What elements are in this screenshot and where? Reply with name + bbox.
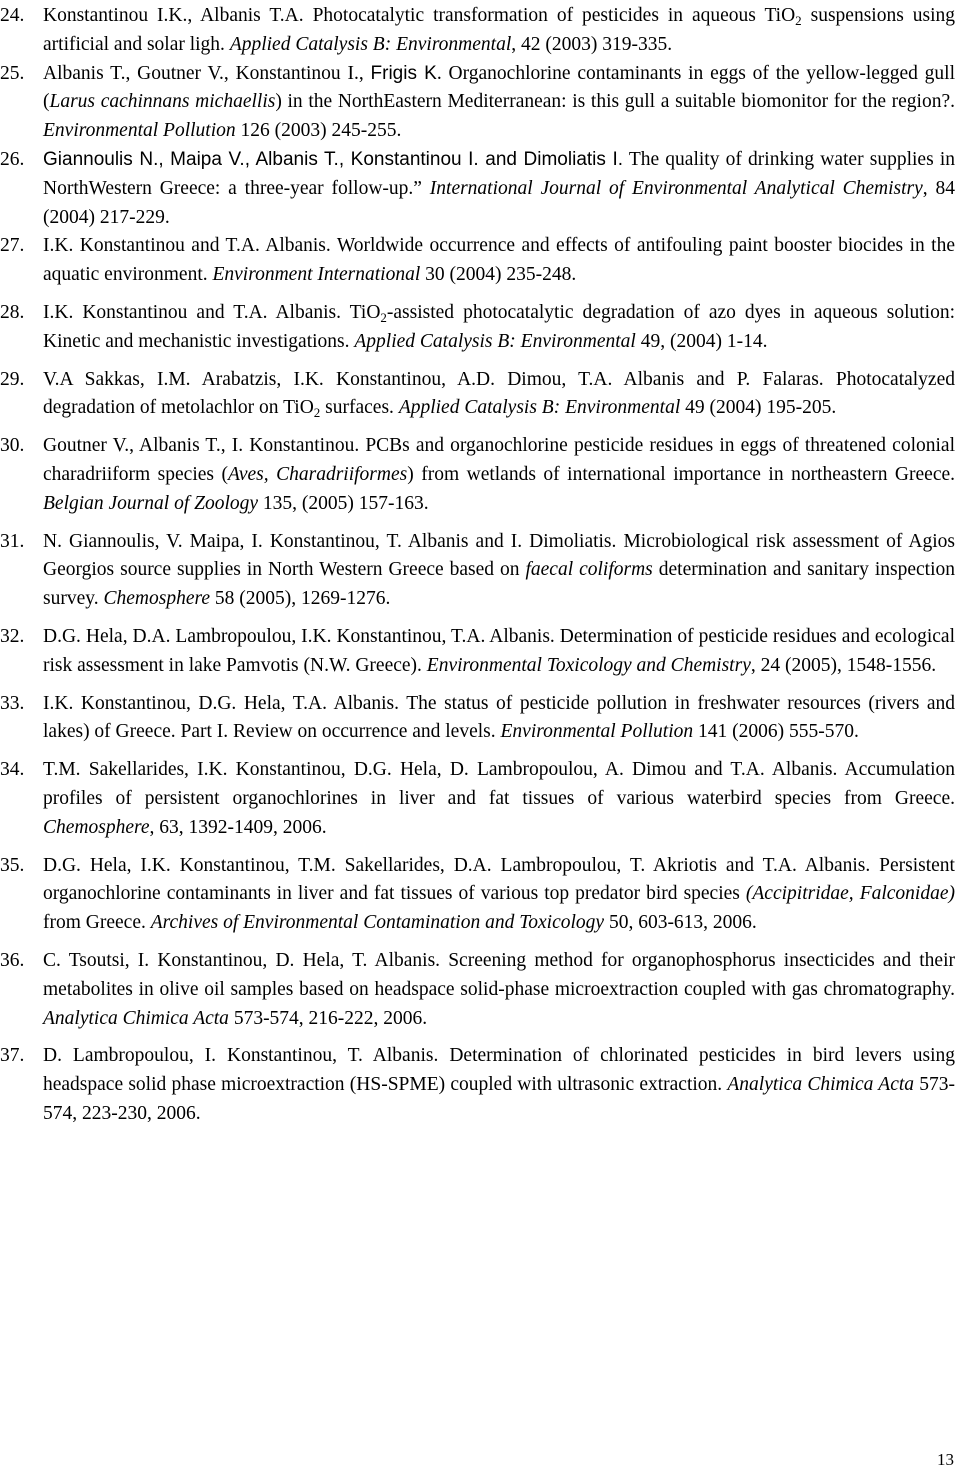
reference-journal: Applied Catalysis B: Environmental xyxy=(354,330,636,352)
reference-authors: V.A Sakkas, I.M. Arabatzis, I.K. Konstantinou, A.D. Dimou, T.A. Albanis and P. Falaras. xyxy=(43,368,824,390)
reference-number: 37. xyxy=(0,1045,25,1067)
reference-journal: Environmental Toxicology and Chemistry xyxy=(426,654,751,676)
subscript: 2 xyxy=(795,13,802,28)
reference-26 xyxy=(0,146,955,232)
reference-authors: T.M. Sakellarides, I.K. Konstantinou, D.G. Hela, D. Lambropoulou, A. Dimou and T.A. Albanis. xyxy=(43,759,838,781)
reference-authors: Albanis T., Goutner V., Konstantinou I., xyxy=(43,62,371,84)
reference-number: 35. xyxy=(0,854,25,876)
reference-title: . Organochlorine contaminants in eggs of the yellow-legged gull ( xyxy=(43,62,955,113)
reference-number: 36. xyxy=(0,949,25,971)
reference-title: PCBs and organochlorine pesticide residues in eggs of threatened colonial charadriiform species ( xyxy=(43,435,955,485)
reference-title-cont: ) in the NorthEastern Mediterranean: is this gull a suitable biomonitor for the region?. xyxy=(275,91,955,113)
reference-35 xyxy=(0,852,955,938)
reference-number: 25. xyxy=(0,62,25,84)
reference-title: Microbiological risk assessment of Agios Georgios source supplies in North Western Greece based on xyxy=(43,530,955,581)
reference-36 xyxy=(0,947,955,1033)
reference-authors: D.G. Hela, D.A. Lambropoulou, I.K. Konstantinou, T.A. Albanis. xyxy=(43,625,555,647)
reference-authors: I.K. Konstantinou and T.A. Albanis. xyxy=(43,301,342,323)
reference-list xyxy=(0,2,955,1138)
page-number: 13 xyxy=(937,1450,954,1469)
reference-journal: International Journal of Environmental Analytical Chemistry xyxy=(429,177,923,199)
reference-title: Determination of chlorinated pesticides in bird levers using headspace solid phase microextraction (HS-SPME) coupled with ultrasonic extraction. xyxy=(43,1045,955,1096)
reference-journal: Analytica Chimica Acta xyxy=(727,1074,915,1096)
reference-37 xyxy=(0,1042,955,1128)
reference-30 xyxy=(0,432,955,518)
reference-details: 49, (2004) 1-14. xyxy=(635,330,768,352)
reference-number: 26. xyxy=(0,148,25,170)
reference-title: Worldwide occurrence and effects of antifouling paint booster biocides in the aquatic environment. xyxy=(43,235,956,286)
reference-details: , 84 (2004) 217-229. xyxy=(43,177,956,228)
reference-journal: Belgian Journal of Zoology xyxy=(43,492,259,514)
reference-authors: I.K. Konstantinou and T.A. Albanis. xyxy=(43,235,331,257)
reference-details: 141 (2006) 555-570. xyxy=(693,721,859,743)
reference-journal: Environment International xyxy=(212,264,421,286)
reference-journal: Chemosphere xyxy=(43,816,150,838)
reference-number: 31. xyxy=(0,530,25,552)
reference-29 xyxy=(0,366,955,424)
reference-33 xyxy=(0,690,955,748)
reference-authors: D.G. Hela, I.K. Konstantinou, T.M. Sakellarides, D.A. Lambropoulou, T. Akriotis and T.A. Albanis. xyxy=(43,854,871,876)
reference-title-cont: determination and sanitary inspection survey. xyxy=(43,559,955,610)
reference-title: TiO xyxy=(341,301,381,323)
reference-authors: Konstantinou I.K., Albanis T.A. Photocatalytic transformation of pesticides in aqueous TiO xyxy=(43,5,796,26)
reference-journal: Applied Catalysis B: Environmental xyxy=(398,397,681,419)
reference-number: 34. xyxy=(0,759,25,781)
reference-details: 126 (2003) 245-255. xyxy=(235,120,402,142)
subscript: 2 xyxy=(380,309,387,325)
reference-title-cont: from Greece. xyxy=(43,912,151,934)
reference-27 xyxy=(0,232,955,290)
reference-details: , 42 (2003) 319-335. xyxy=(511,33,673,55)
reference-24 xyxy=(0,2,955,60)
reference-title: Photocatalyzed degradation of metolachlor on TiO xyxy=(43,368,955,419)
reference-number: 28. xyxy=(0,301,25,323)
reference-details: 135, (2005) 157-163. xyxy=(258,492,429,514)
reference-32 xyxy=(0,623,955,681)
reference-details: 50, 603-613, 2006. xyxy=(604,912,757,934)
reference-title: The status of pesticide pollution in freshwater resources (rivers and lakes) of Greece. Part I. Review on occurrence and levels. xyxy=(43,692,955,743)
reference-authors: N. Giannoulis, V. Maipa, I. Konstantinou, T. Albanis and I. Dimoliatis. xyxy=(43,530,617,552)
reference-authors: Goutner V., Albanis T., I. Konstantinou. xyxy=(43,435,360,457)
reference-title-cont: ) from wetlands of international importance in northeastern Greece. xyxy=(407,463,956,485)
reference-author-frigis: Frigis K xyxy=(370,62,437,84)
subscript: 2 xyxy=(313,405,321,421)
reference-title: Screening method for organophosphorus insecticides and their metabolites in olive oil samples based on headspace solid-phase microextraction coupled with gas chromatography. xyxy=(43,949,955,1000)
reference-authors: C. Tsoutsi, I. Konstantinou, D. Hela, T. Albanis. xyxy=(43,949,441,971)
reference-journal: Applied Catalysis B: Environmental xyxy=(229,33,512,55)
reference-number: 27. xyxy=(0,235,25,257)
reference-authors: I.K. Konstantinou, D.G. Hela, T.A. Albanis. xyxy=(43,692,400,714)
reference-details: 30 (2004) 235-248. xyxy=(420,264,577,286)
reference-title: Accumulation profiles of persistent organochlorines in liver and fat tissues of various waterbird species from Greece. xyxy=(43,759,955,809)
reference-title-cont: surfaces. xyxy=(320,397,399,419)
reference-details: , 63, 1392-1409, 2006. xyxy=(149,816,327,838)
reference-species: Larus cachinnans michaellis xyxy=(49,91,276,113)
reference-title: Determination of pesticide residues and ecological risk assessment in lake Pamvotis (N.W. Greece). xyxy=(43,625,955,676)
reference-28 xyxy=(0,299,955,357)
reference-journal: Chemosphere xyxy=(103,588,210,610)
reference-title: The quality of drinking water supplies in NorthWestern Greece: a three-year follow-up.” xyxy=(43,148,955,199)
reference-details: 573-574, 223-230, 2006. xyxy=(43,1074,956,1124)
reference-journal: Environmental Pollution xyxy=(43,120,236,142)
reference-journal: Environmental Pollution xyxy=(500,721,694,743)
reference-species: faecal coliforms xyxy=(525,559,653,581)
reference-journal: Archives of Environmental Contamination and Toxicology xyxy=(150,912,605,934)
reference-details: 58 (2005), 1269-1276. xyxy=(210,588,391,610)
reference-title: Persistent organochlorine contaminants in liver and fat tissues of various top predator bird species xyxy=(43,854,955,905)
reference-title: suspensions using artificial and solar ligh. xyxy=(43,5,955,55)
reference-species: (Accipitridae, Falconidae) xyxy=(745,883,955,905)
reference-authors: Giannoulis N., Maipa V., Albanis T., Konstantinou I. and Dimoliatis I. xyxy=(43,148,624,170)
reference-species: Aves, Charadriiformes xyxy=(228,463,408,485)
reference-details: 573-574, 216-222, 2006. xyxy=(228,1007,428,1029)
reference-34 xyxy=(0,756,955,842)
reference-number: 33. xyxy=(0,692,25,714)
reference-number: 32. xyxy=(0,625,25,647)
reference-authors: D. Lambropoulou, I. Konstantinou, T. Albanis. xyxy=(43,1045,439,1067)
reference-number: 30. xyxy=(0,435,25,457)
reference-25 xyxy=(0,60,955,146)
reference-details: 49 (2004) 195-205. xyxy=(680,397,837,419)
reference-details: , 24 (2005), 1548-1556. xyxy=(750,654,937,676)
reference-journal: Analytica Chimica Acta xyxy=(43,1007,229,1029)
reference-title-cont: -assisted photocatalytic degradation of azo dyes in aqueous solution: Kinetic and mechanistic investigations. xyxy=(43,301,956,352)
reference-31 xyxy=(0,528,955,614)
reference-number: 24. xyxy=(0,5,25,26)
reference-number: 29. xyxy=(0,368,25,390)
